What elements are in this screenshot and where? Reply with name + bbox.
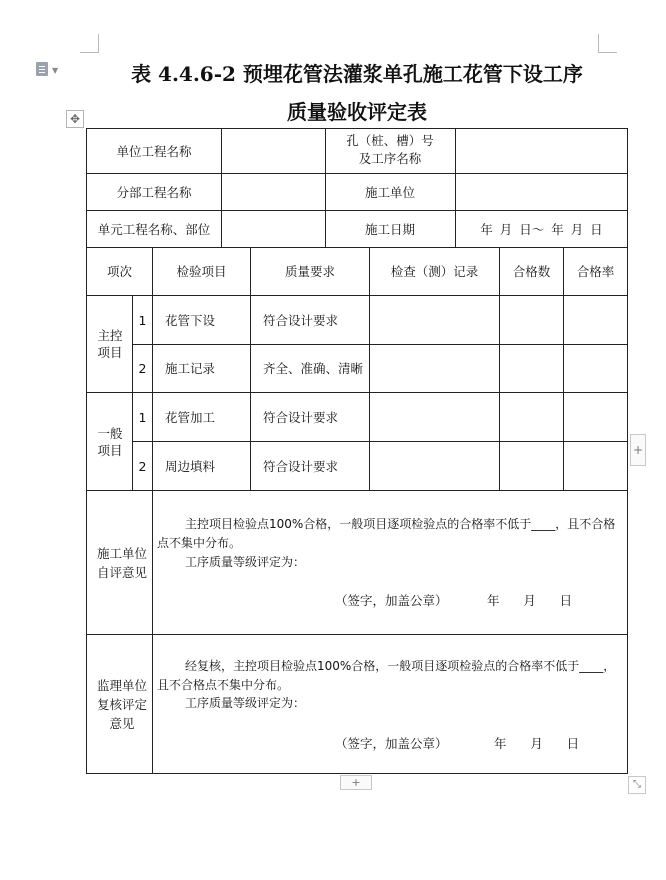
- column-header-record: 检查（测）记录: [390, 264, 479, 279]
- column-header-pass-count: 合格数: [512, 264, 551, 279]
- self-evaluation-date: 年 月 日: [487, 593, 573, 608]
- table-rule: [87, 634, 627, 635]
- self-evaluation-text: 主控项目检验点100%合格，一般项目逐项检验点的合格率不低于____，且不合格点不集中分布。: [157, 517, 616, 550]
- element-name-location-value[interactable]: [222, 211, 325, 247]
- general-items-label: 一般项目: [97, 425, 123, 458]
- column-header-item-type: 项次: [106, 264, 132, 279]
- quality-requirement: 符合设计要求: [263, 409, 339, 425]
- document-title-line2: 质量验收评定表: [287, 100, 427, 124]
- plus-icon: +: [351, 776, 361, 789]
- construction-unit-value[interactable]: [456, 174, 627, 210]
- document-title-line1: 表 4.4.6-2 预埋花管法灌浆单孔施工花管下设工序: [131, 62, 583, 86]
- check-item-name: 周边填料: [165, 458, 216, 474]
- hole-no-label-line1: 孔（桩、槽）号: [346, 132, 434, 148]
- check-item-name: 施工记录: [165, 361, 216, 376]
- plus-icon: +: [632, 443, 644, 457]
- check-item-name: 花管加工: [165, 409, 216, 425]
- construction-unit-label: 施工单位: [364, 184, 415, 200]
- check-item-name: 花管下设: [165, 312, 216, 328]
- row-number: 2: [138, 361, 147, 376]
- row-number: 1: [138, 409, 147, 425]
- supervisor-evaluation-label: 监理单位复核评定意见: [97, 677, 148, 731]
- quality-requirement: 符合设计要求: [263, 458, 339, 474]
- chevron-down-icon[interactable]: ▼: [52, 66, 59, 75]
- subdivision-name-value[interactable]: [222, 174, 325, 210]
- page-corner-mark-top-right: [598, 34, 617, 53]
- supervisor-evaluation-grade[interactable]: 工序质量等级评定为：: [185, 696, 306, 710]
- move-icon[interactable]: ✥: [66, 110, 84, 128]
- self-evaluation-grade[interactable]: 工序质量等级评定为：: [185, 555, 306, 569]
- add-row-button[interactable]: [340, 775, 372, 790]
- column-header-quality-requirement: 质量要求: [284, 264, 335, 279]
- add-column-button[interactable]: [630, 434, 646, 466]
- resize-icon[interactable]: ⤡: [628, 776, 646, 794]
- main-control-items-label: 主控项目: [97, 328, 123, 360]
- hole-no-label-line2: 及工序名称: [358, 150, 422, 166]
- unit-project-name-value[interactable]: [222, 129, 325, 173]
- table-rule: [87, 490, 627, 491]
- supervisor-evaluation-text: 经复核，主控项目检验点100%合格，一般项目逐项检验点的合格率不低于____，且不合格点不集中分布。: [157, 659, 616, 692]
- quality-evaluation-table: [86, 128, 628, 774]
- column-header-check-item: 检验项目: [176, 264, 227, 279]
- subdivision-name-label: 分部工程名称: [116, 184, 192, 200]
- quality-requirement: 符合设计要求: [263, 312, 339, 328]
- quality-requirement: 齐全、准确、清晰: [263, 361, 364, 376]
- document-icon[interactable]: [36, 62, 48, 76]
- row-number: 2: [138, 458, 147, 474]
- supervisor-evaluation-date: 年 月 日: [494, 736, 580, 751]
- self-evaluation-signature: （签字，加盖公章）: [335, 593, 448, 608]
- element-name-location-label: 单元工程名称、部位: [97, 221, 211, 237]
- unit-project-name-label: 单位工程名称: [116, 143, 192, 159]
- page-corner-mark-top-left: [80, 34, 99, 53]
- supervisor-evaluation-signature: （签字，加盖公章）: [335, 736, 448, 751]
- hole-no-value[interactable]: [456, 129, 627, 173]
- construction-date-label: 施工日期: [364, 221, 415, 237]
- construction-date-range[interactable]: 年 月 日～ 年 月 日: [480, 221, 603, 237]
- row-number: 1: [138, 312, 147, 328]
- self-evaluation-label: 施工单位自评意见: [97, 545, 148, 580]
- table-rule: [152, 490, 153, 773]
- column-header-pass-rate: 合格率: [576, 264, 615, 279]
